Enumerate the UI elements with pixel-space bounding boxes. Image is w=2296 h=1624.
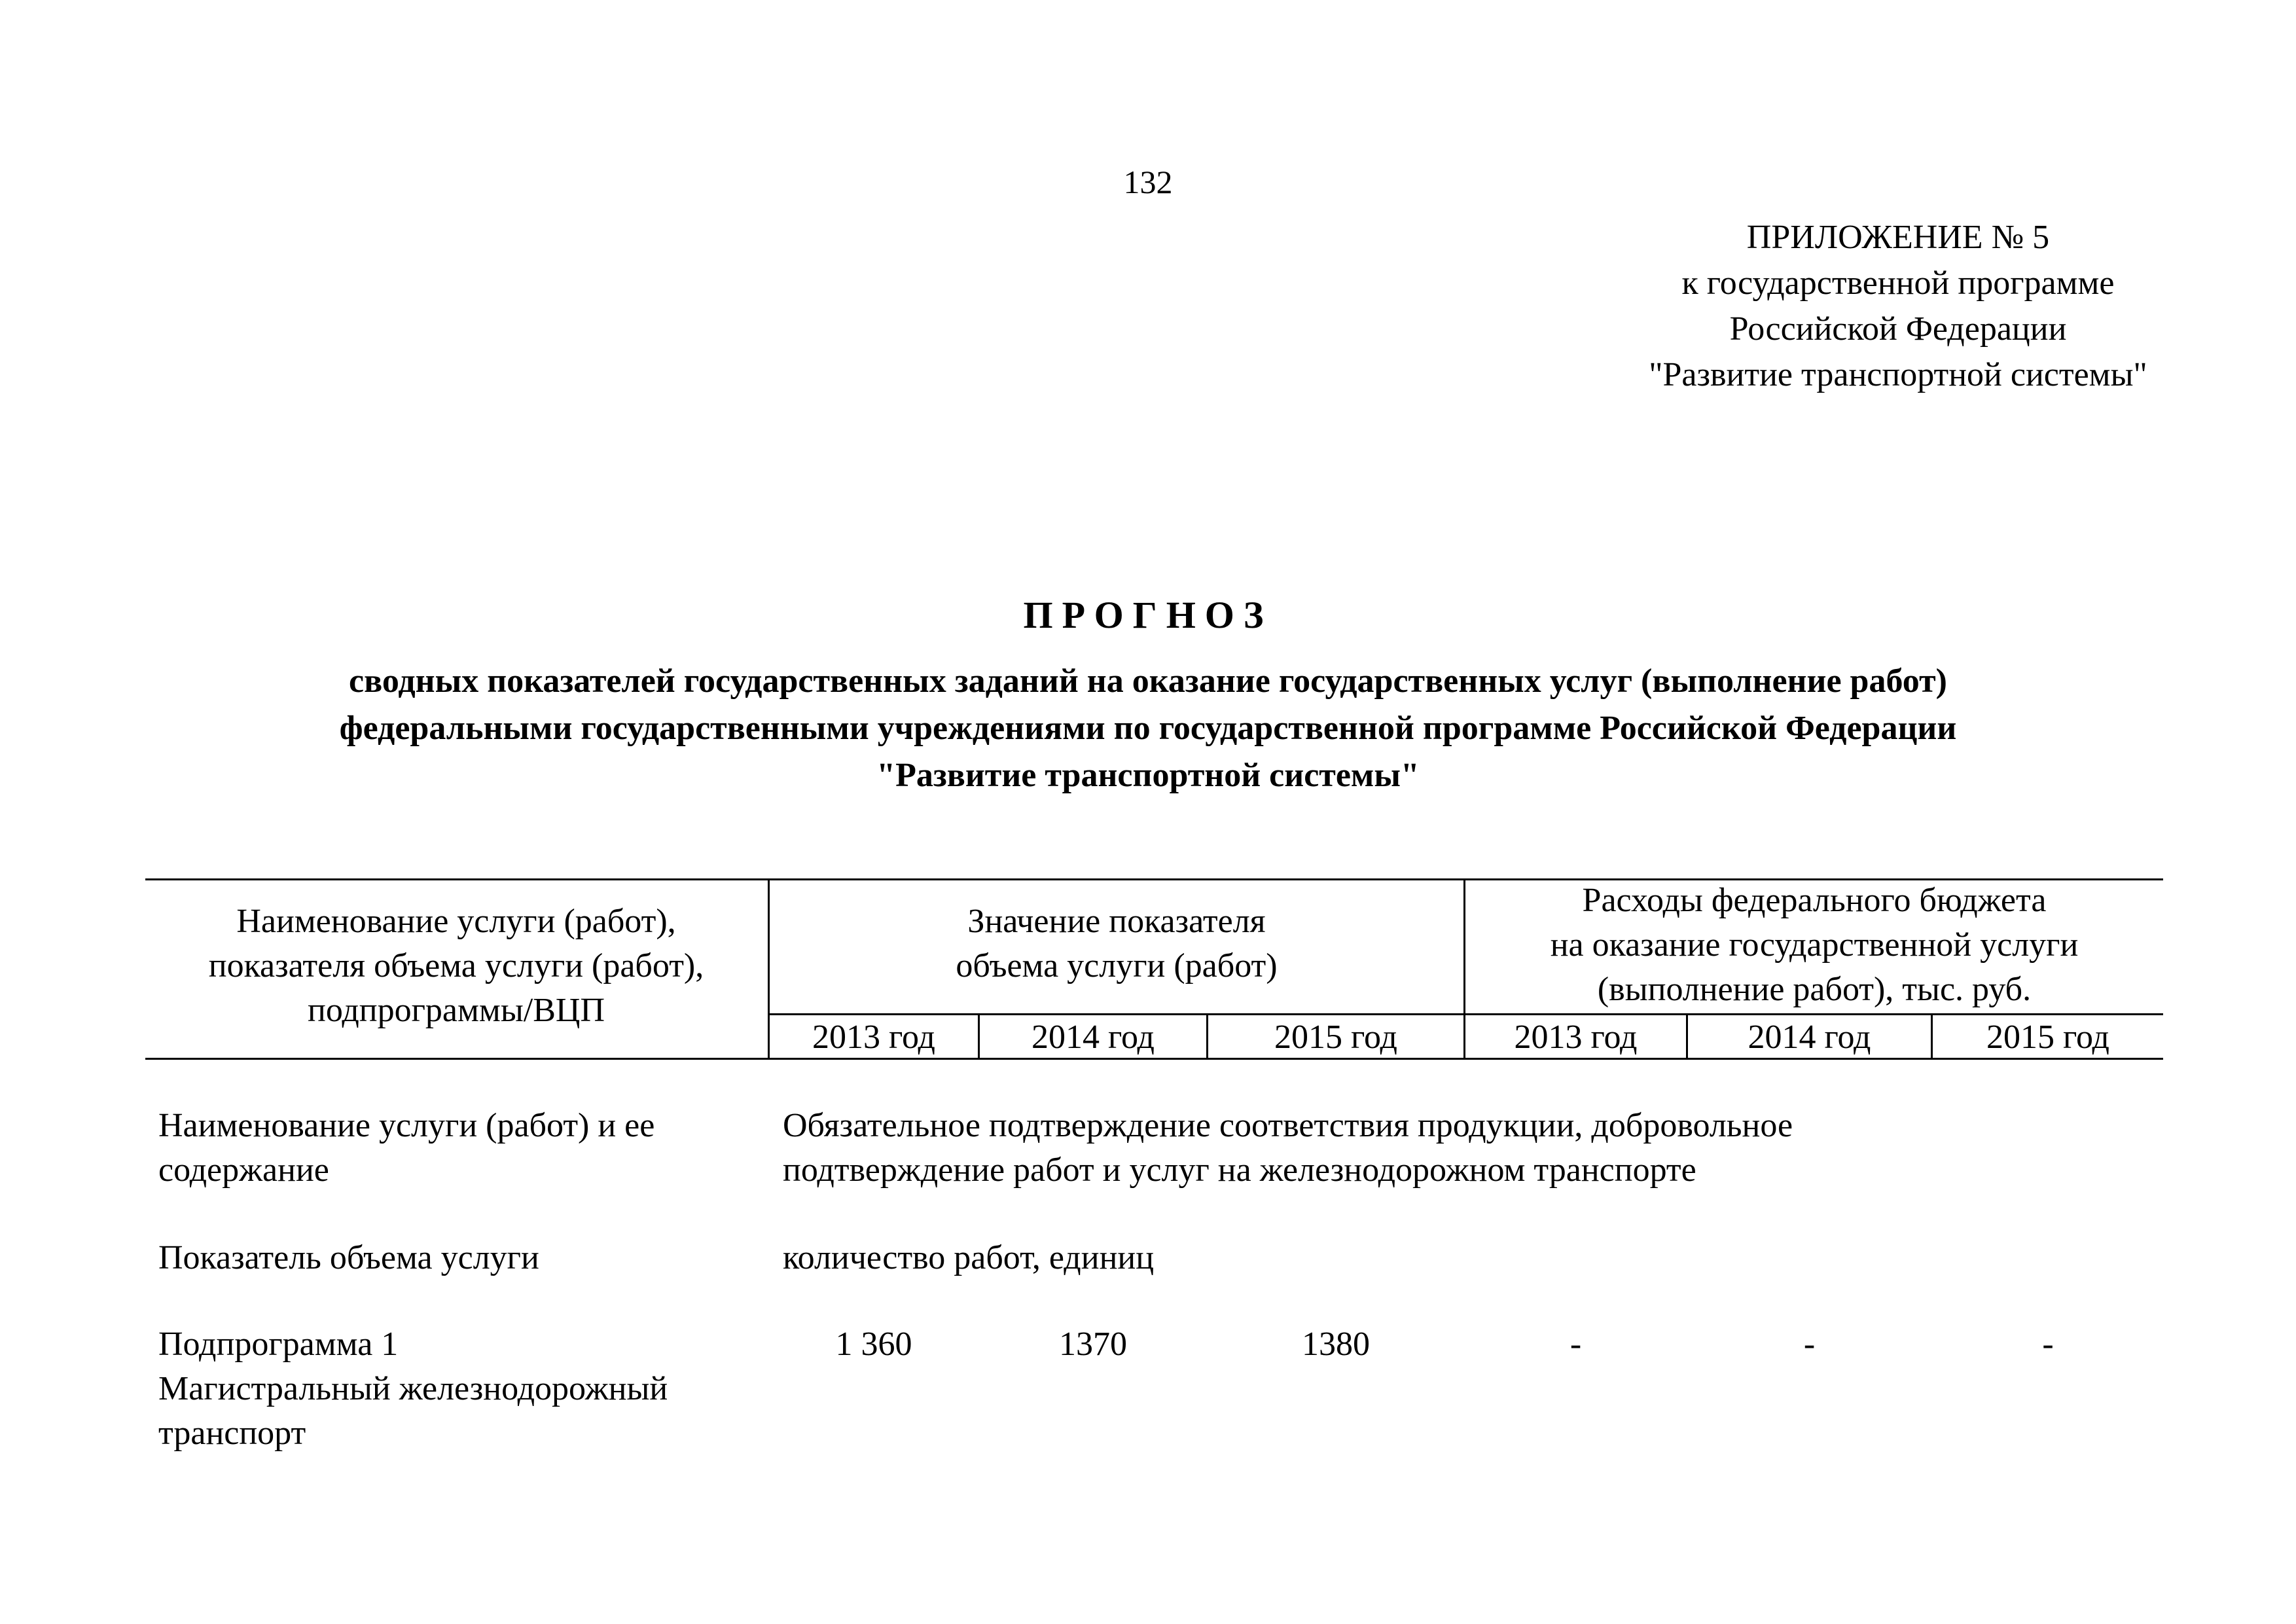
header-col1-line-3: подпрограммы/ВЦП — [307, 992, 605, 1029]
page-number: 132 — [1123, 164, 1173, 200]
year-header-2014-value: 2014 год — [1031, 1019, 1155, 1056]
subprogram-budget-2015: - — [2042, 1326, 2054, 1363]
indicator-value: количество работ, единиц — [783, 1239, 1155, 1276]
appendix-line-1: ПРИЛОЖЕНИЕ № 5 — [1746, 219, 2050, 256]
header-col1-line-2: показателя объема услуги (работ), — [208, 947, 704, 984]
subprogram-budget-2013: - — [1570, 1326, 1582, 1363]
subtitle-line-1: сводных показателей государственных заданий на оказание государственных услуг (выполнение работ) — [349, 662, 1947, 700]
appendix-line-3: Российской Федерации — [1729, 310, 2067, 348]
subtitle-line-2: федеральными государственными учреждениями по государственной программе Российской Федерации — [339, 710, 1957, 747]
subprogram-label-line-3: транспорт — [158, 1415, 306, 1452]
header-col3-line-2: на оказание государственной услуги — [1550, 926, 2079, 964]
subprogram-label-line-2: Магистральный железнодорожный — [158, 1370, 668, 1407]
header-service-name — [145, 899, 767, 1033]
appendix-line-4: "Развитие транспортной системы" — [1649, 356, 2147, 393]
header-col1-line-1: Наименование услуги (работ), — [236, 903, 676, 940]
service-label-line-2: содержание — [158, 1151, 329, 1189]
service-description-line-2: подтверждение работ и услуг на железнодорожном транспорте — [783, 1151, 1696, 1189]
appendix-heading — [1518, 215, 2278, 398]
year-header-2014-budget: 2014 год — [1748, 1019, 1871, 1056]
subprogram-value-2014: 1370 — [1059, 1326, 1127, 1363]
document-title: ПРОГНОЗ — [1023, 594, 1273, 636]
subprogram-value-2013: 1 360 — [835, 1326, 912, 1363]
service-description — [783, 1104, 1793, 1193]
year-header-2013-budget: 2013 год — [1514, 1019, 1638, 1056]
subprogram-value-2015: 1380 — [1302, 1326, 1370, 1363]
document-subtitle — [0, 658, 2296, 799]
subprogram-label — [158, 1322, 668, 1456]
appendix-line-2: к государственной программе — [1681, 264, 2115, 302]
header-col2-line-1: Значение показателя — [967, 903, 1266, 940]
service-label — [158, 1104, 655, 1193]
header-col3-line-1: Расходы федерального бюджета — [1582, 882, 2047, 919]
subprogram-label-line-1: Подпрограмма 1 — [158, 1326, 399, 1363]
year-header-2015-value: 2015 год — [1274, 1019, 1397, 1056]
header-federal-budget — [1465, 878, 2163, 1012]
subprogram-budget-2014: - — [1803, 1326, 1816, 1363]
header-indicator-value — [770, 899, 1463, 988]
header-col3-line-3: (выполнение работ), тыс. руб. — [1597, 971, 2032, 1008]
indicator-label: Показатель объема услуги — [158, 1239, 539, 1276]
year-header-2013-value: 2013 год — [812, 1019, 935, 1056]
service-description-line-1: Обязательное подтверждение соответствия продукции, добровольное — [783, 1107, 1793, 1144]
year-header-2015-budget: 2015 год — [1986, 1019, 2109, 1056]
subtitle-line-3: "Развитие транспортной системы" — [876, 757, 1420, 794]
header-col2-line-2: объема услуги (работ) — [956, 947, 1278, 984]
service-label-line-1: Наименование услуги (работ) и ее — [158, 1107, 655, 1144]
